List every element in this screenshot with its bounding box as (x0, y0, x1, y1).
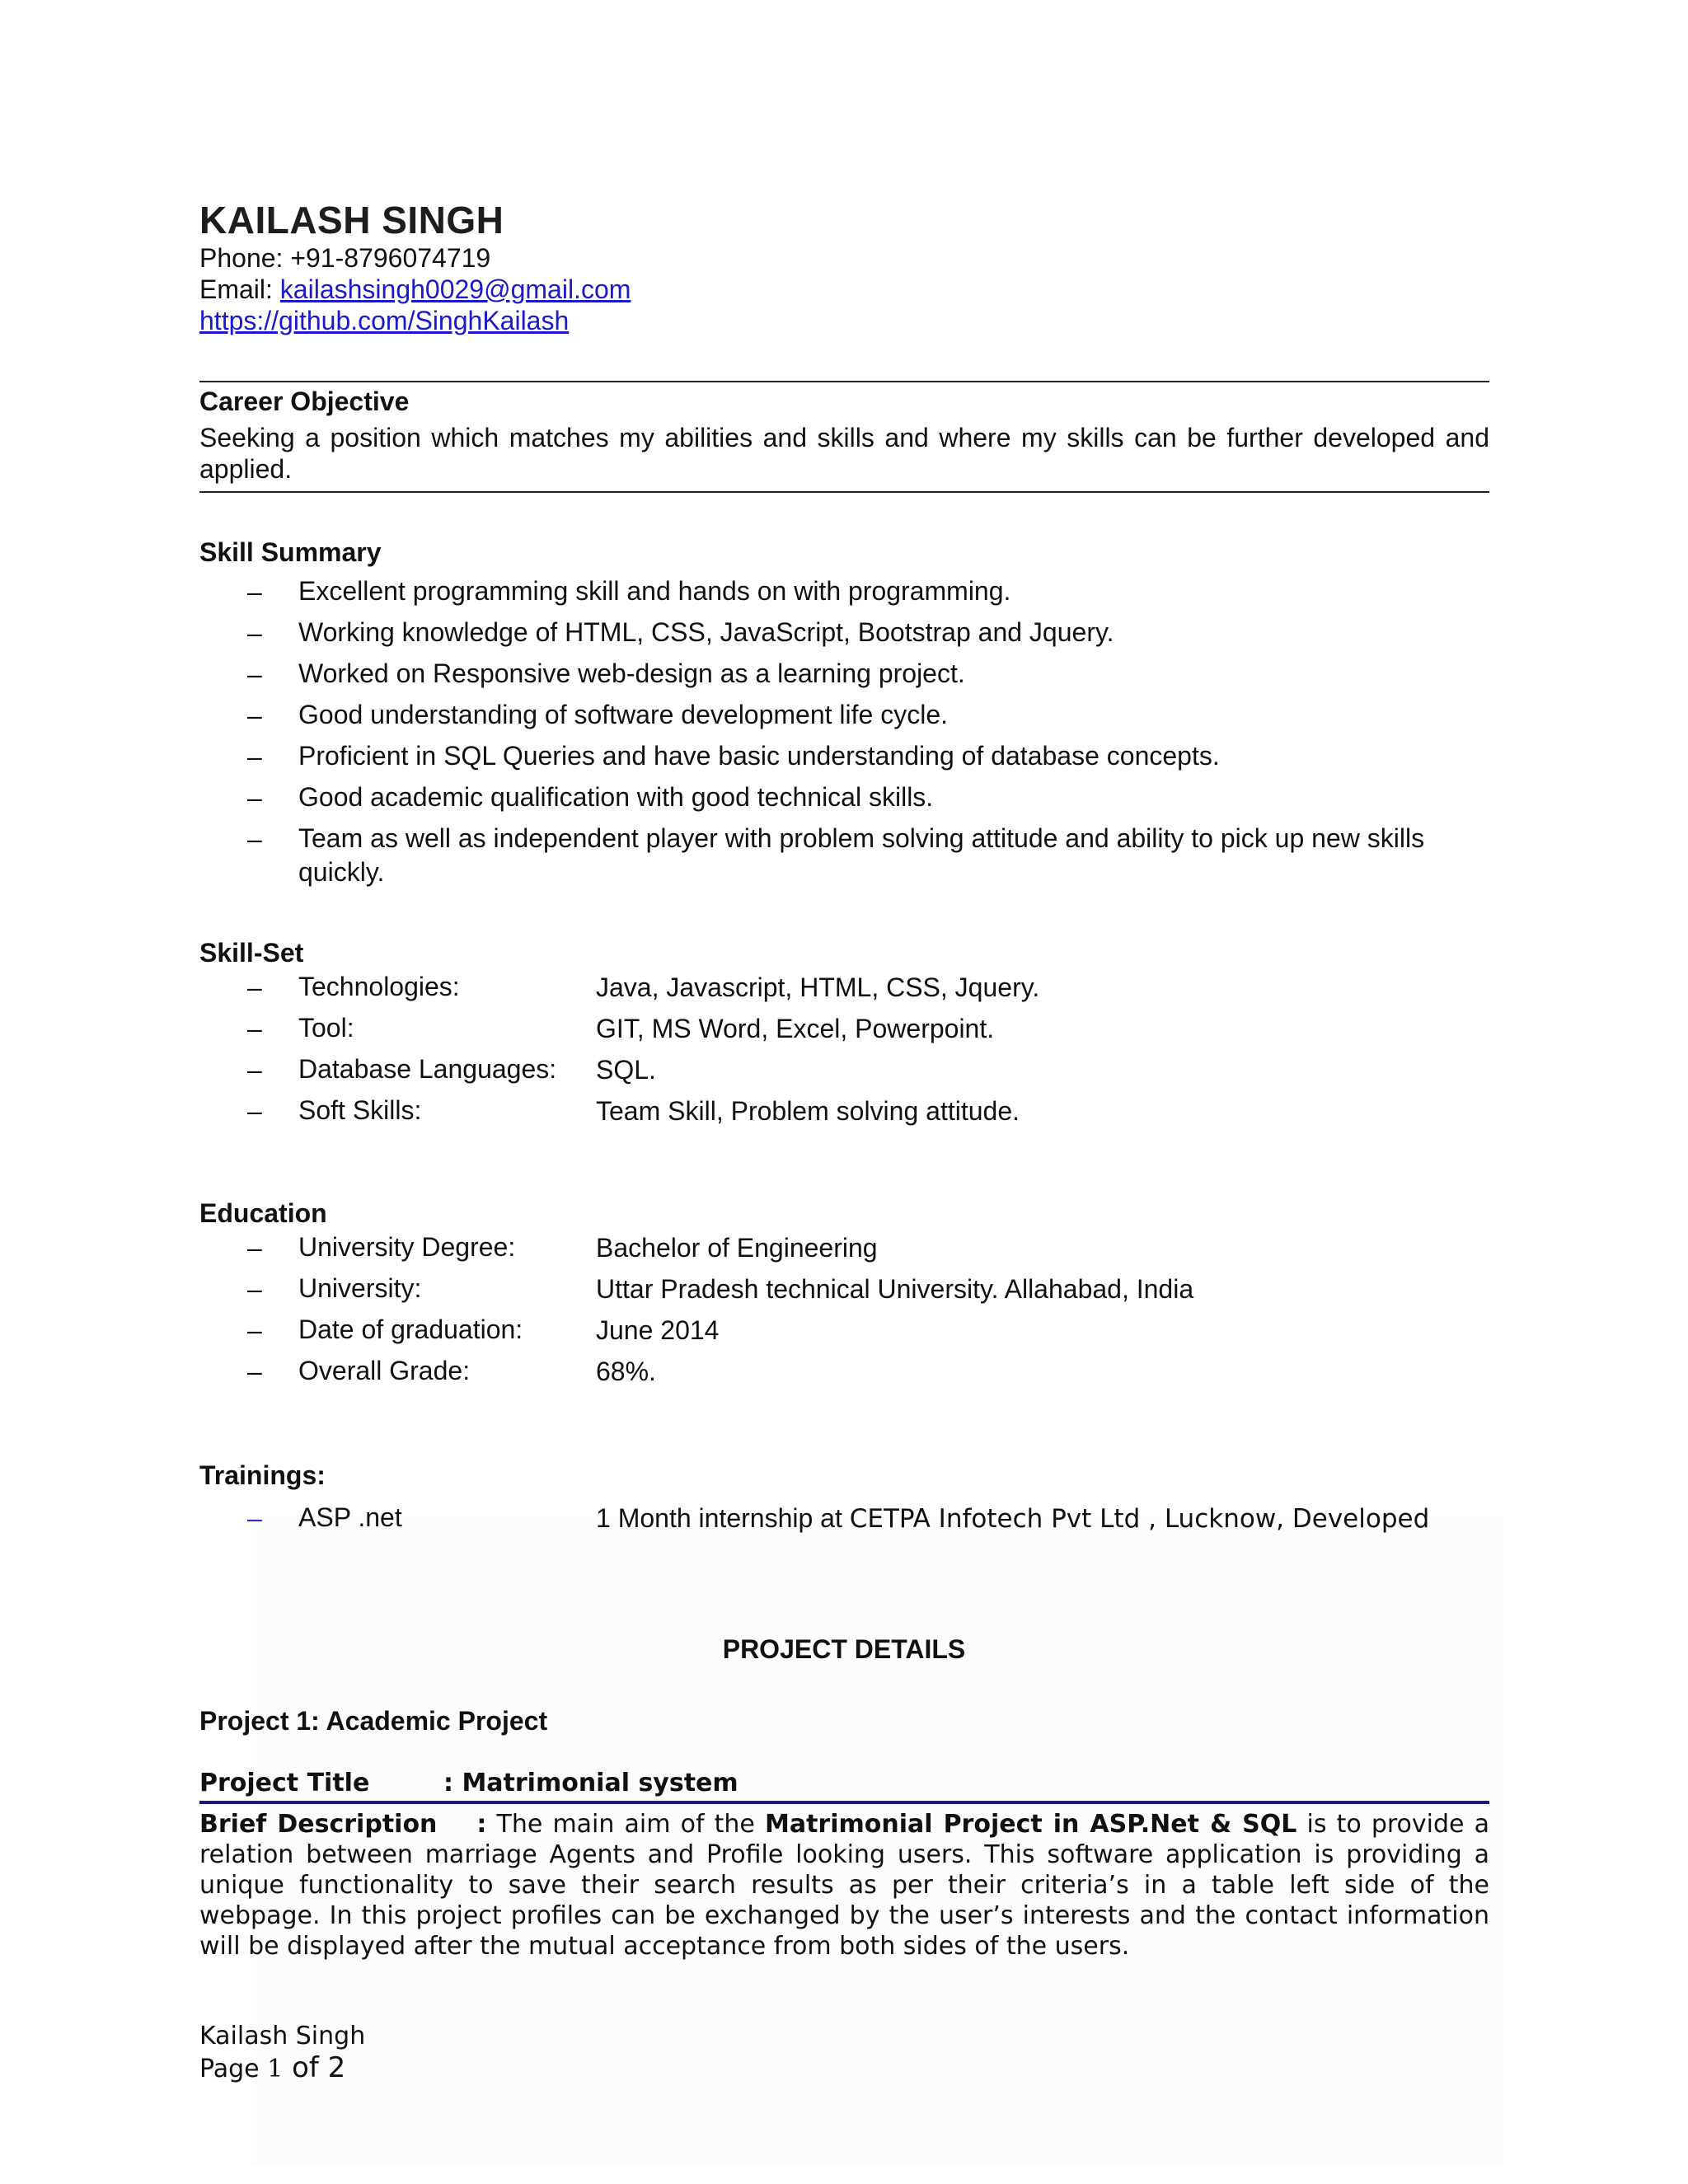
github-link[interactable]: https://github.com/SinghKailash (199, 306, 570, 335)
education-label: University: (298, 1273, 422, 1303)
desc-text-a: The main aim of the (486, 1810, 765, 1839)
skill-summary-item: Good academic qualification with good technical skills. (298, 782, 934, 812)
bullet-dash: – (247, 618, 262, 648)
skill-summary-item: Proficient in SQL Queries and have basic understanding of database concepts. (298, 741, 1220, 771)
bullet-dash: – (247, 1055, 262, 1085)
skill-set-label: Technologies: (298, 972, 460, 1001)
footer-page (199, 2052, 345, 2085)
bullet-dash: – (247, 1315, 262, 1345)
bullet-dash: – (247, 701, 262, 730)
bullet-dash: – (247, 742, 262, 771)
skill-set-label: Soft Skills: (298, 1095, 422, 1125)
project-description (199, 1809, 1489, 1961)
candidate-name: KAILASH SINGH (199, 199, 504, 241)
education-label: Overall Grade: (298, 1356, 471, 1385)
desc-bold: Matrimonial Project in ASP.Net & SQL (764, 1810, 1297, 1839)
career-objective-text: Seeking a position which matches my abilities and skills and where my skills can be further developed and applied. (199, 423, 1489, 484)
education-label: University Degree: (298, 1232, 516, 1262)
bullet-dash: – (247, 824, 262, 854)
project-details-heading: PROJECT DETAILS (722, 1634, 966, 1664)
career-objective-heading: Career Objective (199, 387, 410, 416)
page-number: 1 (267, 2055, 284, 2083)
skill-set-value: Java, Javascript, HTML, CSS, Jquery. (596, 972, 1040, 1002)
project-title-value: : Matrimonial system (443, 1769, 738, 1797)
github-line (199, 305, 569, 336)
education-value: Bachelor of Engineering (596, 1233, 878, 1263)
divider-bottom (199, 491, 1489, 493)
education-label: Date of graduation: (298, 1315, 523, 1344)
bullet-dash: – (247, 1014, 262, 1043)
email-link[interactable]: kailashsingh0029@gmail.com (279, 274, 631, 304)
project-heading: Project 1: Academic Project (199, 1706, 548, 1736)
education-value: 68%. (596, 1357, 656, 1386)
skill-summary-item: Team as well as independent player with problem solving attitude and ability to pick up new skills quickly. (298, 823, 1425, 887)
desc-label: Brief Description (199, 1810, 438, 1839)
bullet-dash: – (247, 1503, 262, 1533)
bullet-dash: – (247, 1357, 262, 1386)
education-value: Uttar Pradesh technical University. Allahabad, India (596, 1274, 1194, 1304)
skill-summary-item: Good understanding of software development life cycle. (298, 700, 949, 729)
divider-top (199, 381, 1489, 382)
skill-set-value: SQL. (596, 1055, 656, 1085)
training-value-part-b: CETPA Infotech Pvt Ltd , Lucknow, Developed (849, 1504, 1430, 1534)
bullet-dash: – (247, 577, 262, 607)
training-value-part-a: 1 Month internship at (596, 1503, 850, 1533)
phone-line: Phone: +91-8796074719 (199, 243, 491, 273)
training-label: ASP .net (298, 1502, 402, 1532)
skill-set-label: Database Languages: (298, 1054, 557, 1084)
skill-set-value: Team Skill, Problem solving attitude. (596, 1096, 1020, 1126)
bullet-dash: – (247, 783, 262, 813)
project-title-underline (199, 1801, 1489, 1804)
email-prefix: Email: (199, 274, 280, 304)
desc-colon: : (476, 1810, 487, 1839)
email-line (199, 274, 631, 305)
skill-set-value: GIT, MS Word, Excel, Powerpoint. (596, 1014, 995, 1043)
skill-set-label: Tool: (298, 1013, 354, 1043)
trainings-heading: Trainings: (199, 1460, 326, 1490)
desc-text-b: is to provide a relation between marriage Agents and Profile looking users. This software application is providing a unique functionality to save their search results as per their criteria’s in a table left side of the webpage. In this project profiles can be exchanged by the user’s interests and the contact information will be displayed after the mutual acceptance from both sides of the users. (199, 1810, 1489, 1961)
skill-summary-item: Worked on Responsive web-design as a learning project. (298, 658, 965, 688)
skill-summary-item: Excellent programming skill and hands on with programming. (298, 576, 1011, 606)
project-title-label: Project Title (199, 1769, 370, 1797)
skill-summary-item: Working knowledge of HTML, CSS, JavaScript, Bootstrap and Jquery. (298, 617, 1114, 647)
footer-name: Kailash Singh (199, 2022, 366, 2050)
skill-summary-heading: Skill Summary (199, 537, 382, 567)
bullet-dash: – (247, 1233, 262, 1263)
skill-set-heading: Skill-Set (199, 938, 304, 968)
bullet-dash: – (247, 972, 262, 1002)
page-prefix: Page (199, 2055, 268, 2083)
education-value: June 2014 (596, 1315, 720, 1345)
page-suffix: of 2 (283, 2051, 346, 2084)
bullet-dash: – (247, 1096, 262, 1126)
bullet-dash: – (247, 659, 262, 689)
education-heading: Education (199, 1198, 327, 1228)
bullet-dash: – (247, 1274, 262, 1304)
training-value (596, 1503, 1429, 1534)
